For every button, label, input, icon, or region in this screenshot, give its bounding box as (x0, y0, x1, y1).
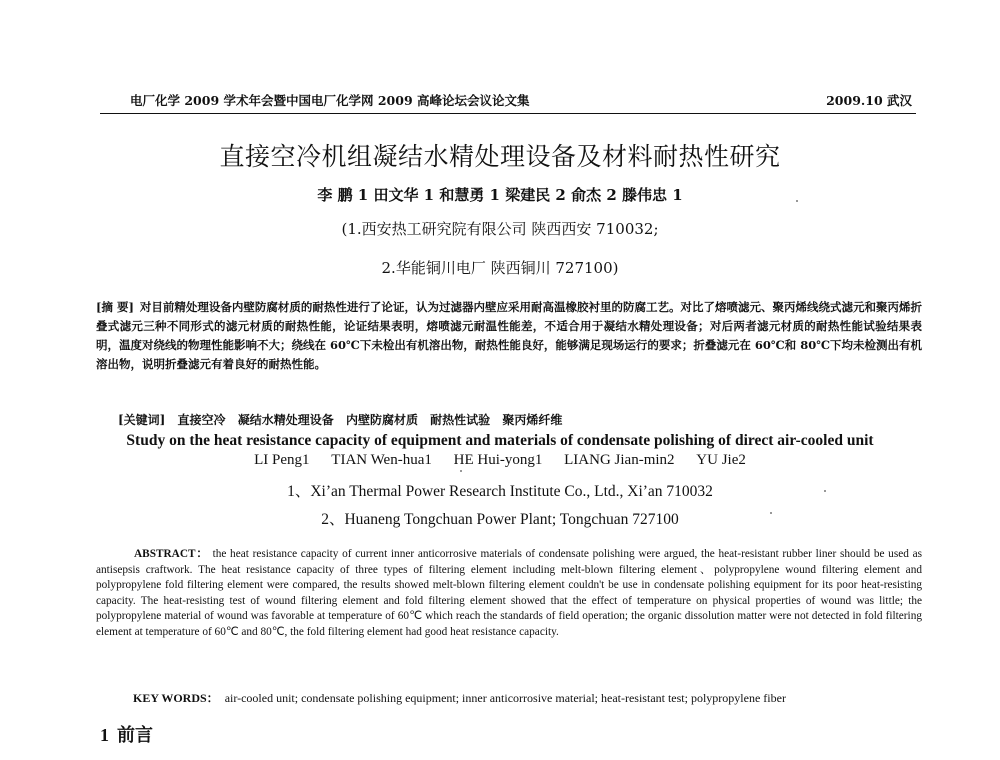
scan-speck (460, 470, 462, 472)
english-keywords-text: air-cooled unit; condensate polishing equipment; inner anticorrosive material; heat-resistant test; polypropylene fiber (224, 691, 786, 705)
chinese-keywords (118, 411, 918, 428)
header-rule (100, 113, 916, 114)
english-author: LIANG Jian-min2 (564, 452, 675, 468)
english-abstract-label: ABSTRACT： (134, 548, 209, 560)
chinese-keyword: 凝结水精处理设备 (237, 413, 334, 427)
english-affiliation-2: 2、Huaneng Tongchuan Power Plant; Tongchuan 727100 (321, 511, 679, 528)
section-number: 1 (100, 725, 109, 745)
running-header (100, 89, 912, 111)
english-affiliation-1: 1、Xi’an Thermal Power Research Institute Co., Ltd., Xi’an 710032 (287, 483, 713, 500)
header-date-location: 2009.10 武汉 (826, 93, 912, 108)
english-abstract (96, 547, 922, 641)
english-author: YU Jie2 (696, 452, 746, 468)
chinese-abstract (96, 298, 922, 374)
english-author: HE Hui-yong1 (453, 452, 543, 468)
english-author: LI Peng1 (254, 452, 310, 468)
english-title: Study on the heat resistance capacity of equipment and materials of condensate polishing of direct air-cooled unit (126, 432, 874, 449)
header-proceedings-title: 电厂化学 2009 学术年会暨中国电厂化学网 2009 高峰论坛会议论文集 (130, 93, 530, 108)
english-authors (0, 452, 1000, 469)
chinese-abstract-label: [摘 要] (96, 300, 134, 314)
english-keywords-label: KEY WORDS： (133, 691, 219, 705)
chinese-affiliation-2: 2.华能铜川电厂 陕西铜川 727100) (381, 259, 619, 277)
chinese-keyword: 直接空冷 (177, 413, 226, 427)
section-title: 前言 (117, 725, 153, 746)
scan-speck (824, 490, 826, 492)
scan-speck (796, 200, 798, 202)
english-abstract-text: the heat resistance capacity of current inner anticorrosive materials of condensate polishing were argued, the heat-resistant rubber liner should be used as antisepsis craftwork. The heat resistance capacity of three types of filtering element including melt-blown filtering element、polypropylene wound filtering element and polypropylene fold filtering element were compared, the results showed melt-blown filtering element couldn't be use in condensate polishing equipment for its poor heat-resisting capacity. The heat-resisting test of wound filtering element and fold filtering element showed that the effect of temperature on physical properties of wound was little; the polypropylene material of wound was favorable at temperature of 60℃ which reach the standards of field operation; the organic dissolution matter were not detected in fold filtering element at temperature of 60℃ and 80℃, the fold filtering element had good heat resistance capacity. (96, 548, 922, 638)
chinese-keyword: 耐热性试验 (430, 413, 491, 427)
chinese-abstract-text: 对目前精处理设备内壁防腐材质的耐热性进行了论证，认为过滤器内壁应采用耐高温橡胶衬里的防腐工艺。对比了熔喷滤元、聚丙烯线绕式滤元和聚丙烯折叠式滤元三种不同形式的滤元材质的耐热性能，论证结果表明，熔喷滤元耐温性能差，不适合用于凝结水精处理设备；对后两者滤元材质的耐热性能试验结果表明，温度对绕线的物理性能影响不大；绕线在 60℃下未检出有机溶出物，耐热性能良好，能够满足现场运行的要求；折叠滤元在 60℃和 80℃下均未检测出有机溶出物，说明折叠滤元有着良好的耐热性能。 (96, 300, 923, 371)
english-author: TIAN Wen-hua1 (331, 452, 432, 468)
chinese-authors: 李 鹏 1 田文华 1 和慧勇 1 梁建民 2 俞杰 2 滕伟忠 1 (317, 186, 683, 204)
chinese-keywords-label: [关键词] (118, 413, 166, 427)
english-keywords (133, 689, 933, 706)
scan-speck (770, 512, 772, 514)
chinese-keyword: 聚丙烯纤维 (502, 413, 563, 427)
section-heading (100, 721, 153, 747)
paper-title: 直接空冷机组凝结水精处理设备及材料耐热性研究 (219, 142, 781, 171)
chinese-keyword: 内壁防腐材质 (345, 413, 418, 427)
chinese-affiliation-1: (1.西安热工研究院有限公司 陕西西安 710032; (341, 220, 659, 238)
